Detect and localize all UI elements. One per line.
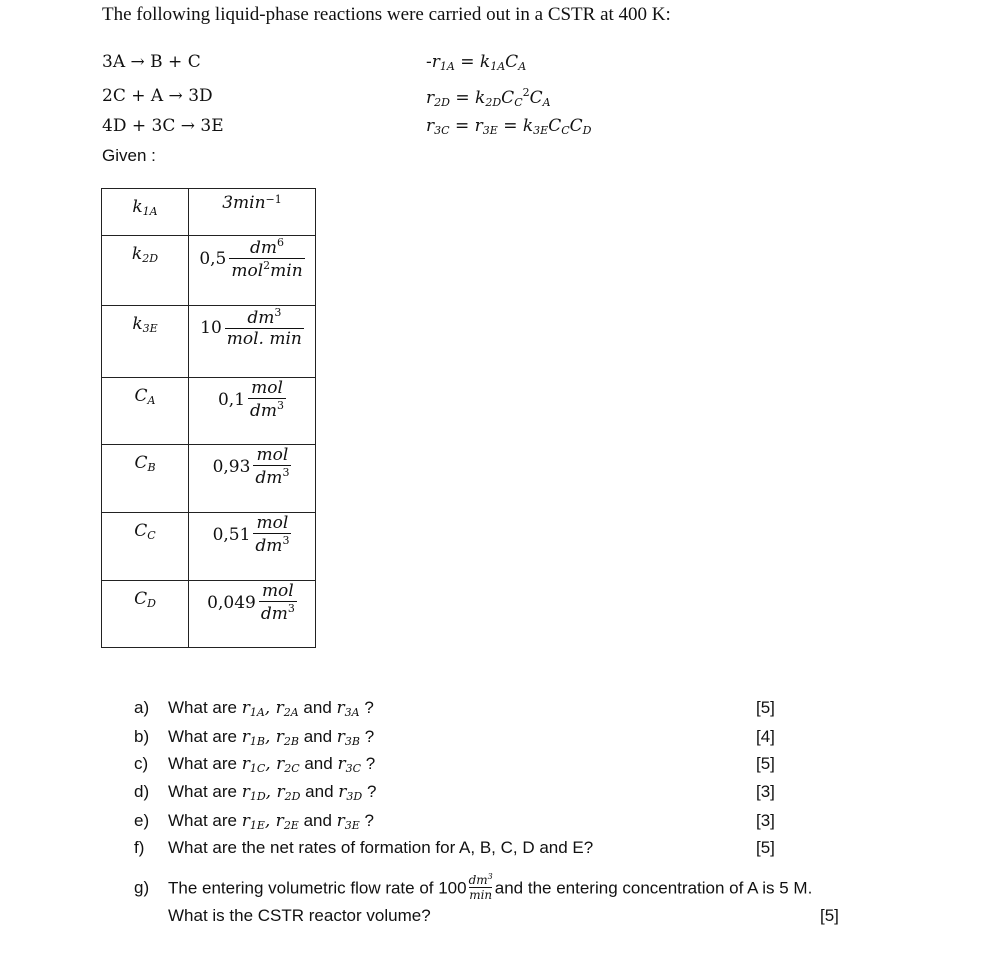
problem-statement: The following liquid-phase reactions were carried out in a CSTR at 400 K: bbox=[102, 4, 671, 25]
table-row bbox=[102, 581, 316, 648]
mark-g: [5] bbox=[820, 906, 839, 925]
table-row bbox=[102, 306, 316, 378]
symbol-ca: $C_A$ bbox=[102, 378, 189, 445]
value-ca: 0,1 $\frac{\text{mol}}{dm^3}$ bbox=[189, 378, 316, 445]
reaction-3: 4D + 3C → 3E bbox=[102, 116, 224, 136]
question-d: d) What are $r_{1D}$, $r_{2D}$ and $r_{3D}$ ? bbox=[134, 782, 377, 803]
reaction-2: 2C + A → 3D bbox=[102, 86, 213, 106]
table-row bbox=[102, 236, 316, 306]
mark-e: [3] bbox=[756, 811, 775, 830]
mark-f: [5] bbox=[756, 838, 775, 857]
given-label: Given : bbox=[102, 146, 156, 165]
value-k2d: 0,5 $\frac{dm^6}{mol^2\min}$ bbox=[189, 236, 316, 306]
question-c: c) What are $r_{1C}$, $r_{2C}$ and $r_{3C}$ ? bbox=[134, 754, 376, 775]
symbol-cc: $C_C$ bbox=[102, 513, 189, 581]
mark-c: [5] bbox=[756, 754, 775, 773]
question-g-line2: What is the CSTR reactor volume? bbox=[168, 906, 431, 925]
table-row bbox=[102, 513, 316, 581]
symbol-k1a: $k_{1A}$ bbox=[102, 189, 189, 236]
symbol-cb: $C_B$ bbox=[102, 445, 189, 513]
value-k1a: 3min −1 bbox=[189, 189, 316, 236]
symbol-cd: $C_D$ bbox=[102, 581, 189, 648]
value-k3e: 10 $\frac{dm^3}{\text{mol. min}}$ bbox=[189, 306, 316, 378]
value-cd: 0,049 $\frac{\text{mol}}{dm^3}$ bbox=[189, 581, 316, 648]
mark-b: [4] bbox=[756, 727, 775, 746]
rate-law-3: $r_{3C} = r_{3E} = k_{3E}C_CC_D$ bbox=[426, 116, 592, 137]
question-e: e) What are $r_{1E}$, $r_{2E}$ and $r_{3E}$ ? bbox=[134, 811, 375, 832]
question-g: g) The entering volumetric flow rate of 100 $dm^3$ min and the entering concentration of A is 5 M. bbox=[134, 872, 813, 902]
symbol-k3e: $k_{3E}$ bbox=[102, 306, 189, 378]
question-f: f) What are the net rates of formation for A, B, C, D and E? bbox=[134, 838, 594, 857]
question-a: a) What are $r_{1A}$, $r_{2A}$ and $r_{3A}$ ? bbox=[134, 698, 374, 719]
reaction-1: 3A → B + C bbox=[102, 52, 201, 72]
table-row bbox=[102, 445, 316, 513]
mark-d: [3] bbox=[756, 782, 775, 801]
mark-a: [5] bbox=[756, 698, 775, 717]
question-b: b) What are $r_{1B}$, $r_{2B}$ and $r_{3B}$ ? bbox=[134, 727, 375, 748]
rate-law-2: $r_{2D} = k_{2D}C_C^2C_A$ bbox=[426, 86, 551, 109]
symbol-k2d: $k_{2D}$ bbox=[102, 236, 189, 306]
table-row bbox=[102, 378, 316, 445]
rate-law-1: $-r_{1A} = k_{1A}C_A$ bbox=[426, 52, 527, 73]
given-values-table bbox=[101, 188, 316, 648]
value-cc: 0,51 $\frac{\text{mol}}{dm^3}$ bbox=[189, 513, 316, 581]
table-row bbox=[102, 189, 316, 236]
value-cb: 0,93 $\frac{\text{mol}}{dm^3}$ bbox=[189, 445, 316, 513]
